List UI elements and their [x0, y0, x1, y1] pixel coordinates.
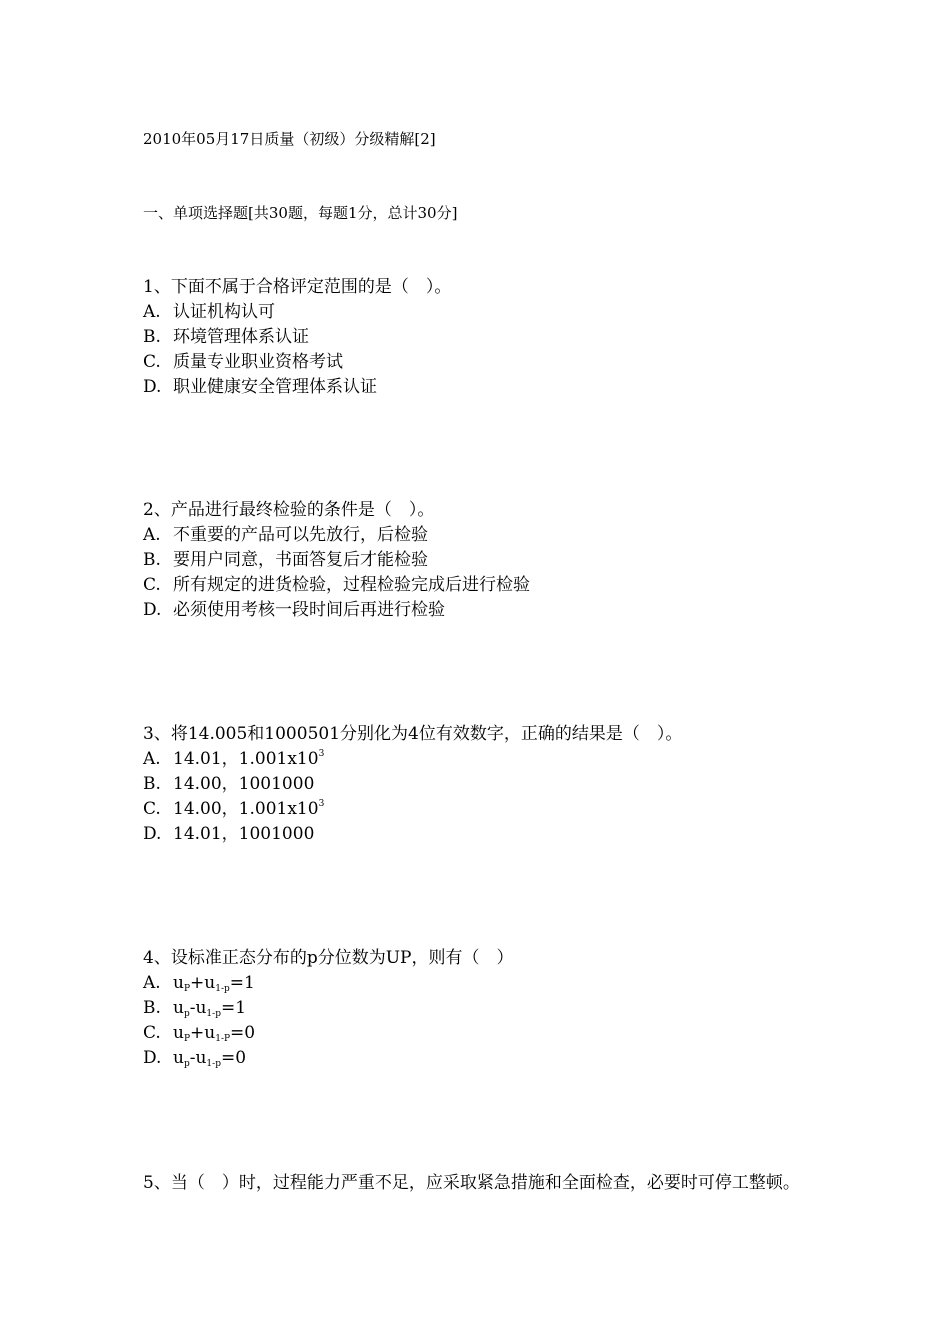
- formula-tail: =0: [230, 1023, 256, 1043]
- option-text: 认证机构认可: [173, 302, 275, 322]
- option-letter: C.: [143, 799, 161, 819]
- formula-sub: 1-p: [215, 984, 230, 994]
- formula-tail: =1: [220, 998, 247, 1018]
- formula-sub: 1-P: [215, 1034, 231, 1044]
- option-a: [143, 523, 823, 548]
- formula-sub: p: [183, 1009, 190, 1019]
- formula-tail: =1: [229, 973, 255, 993]
- option-letter: D.: [143, 600, 162, 620]
- option-text: 要用户同意，书面答复后才能检验: [173, 550, 428, 570]
- option-b: [143, 548, 823, 573]
- option-letter: B.: [143, 998, 161, 1018]
- question-2: [143, 498, 823, 623]
- option-text: 14.01，1.001x10: [173, 749, 319, 769]
- formula-op: -u: [189, 998, 207, 1018]
- formula-sub: p: [183, 1059, 190, 1069]
- option-b: [143, 996, 823, 1021]
- option-letter: A.: [143, 525, 161, 545]
- option-letter: D.: [143, 824, 162, 844]
- option-a: [143, 971, 823, 996]
- option-letter: C.: [143, 575, 161, 595]
- question-stem: 3、将14.005和1000501分别化为4位有效数字，正确的结果是（ ）。: [143, 724, 683, 744]
- option-letter: B.: [143, 327, 161, 347]
- option-d: [143, 375, 823, 400]
- option-letter: D.: [143, 377, 162, 397]
- option-a: [143, 747, 823, 772]
- option-letter: D.: [143, 1048, 162, 1068]
- question-stem: 2、产品进行最终检验的条件是（ ）。: [143, 500, 435, 520]
- formula-var: u: [173, 1048, 184, 1068]
- question-3: [143, 722, 823, 847]
- option-a: [143, 300, 823, 325]
- formula-sub: 1-p: [206, 1059, 221, 1069]
- option-letter: B.: [143, 774, 161, 794]
- question-4: [143, 946, 823, 1071]
- option-d: [143, 1046, 823, 1071]
- question-stem: 4、设标准正态分布的p分位数为UP，则有（ ）: [143, 948, 514, 968]
- question-stem: 5、当（ ）时，过程能力严重不足，应采取紧急措施和全面检查，必要时可停工整顿。: [143, 1173, 800, 1193]
- section-heading: 一、单项选择题[共30题，每题1分，总计30分]: [143, 204, 458, 222]
- formula-op: +u: [190, 973, 216, 993]
- option-text: 14.01，1001000: [173, 824, 315, 844]
- option-letter: A.: [143, 749, 161, 769]
- option-text: 14.00，1001000: [173, 774, 315, 794]
- formula-sub: P: [183, 984, 191, 994]
- formula-op: -u: [189, 1048, 207, 1068]
- option-letter: B.: [143, 550, 161, 570]
- formula-var: u: [173, 973, 184, 993]
- option-c: [143, 573, 823, 598]
- formula-tail: =0: [220, 1048, 247, 1068]
- option-text: 环境管理体系认证: [173, 327, 309, 347]
- option-text: 所有规定的进货检验，过程检验完成后进行检验: [173, 575, 530, 595]
- formula-var: u: [173, 998, 184, 1018]
- formula-op: +u: [190, 1023, 216, 1043]
- option-letter: C.: [143, 352, 161, 372]
- question-1: [143, 275, 823, 400]
- option-d: [143, 822, 823, 847]
- option-text: 必须使用考核一段时间后再进行检验: [173, 600, 445, 620]
- option-text: 质量专业职业资格考试: [173, 352, 343, 372]
- option-letter: A.: [143, 973, 161, 993]
- option-text: 14.00，1.001x10: [173, 799, 319, 819]
- formula-var: u: [173, 1023, 184, 1043]
- option-b: [143, 772, 823, 797]
- option-c: [143, 797, 823, 822]
- option-c: [143, 350, 823, 375]
- exponent: 3: [318, 749, 325, 759]
- option-text: 不重要的产品可以先放行，后检验: [173, 525, 428, 545]
- option-d: [143, 598, 823, 623]
- question-stem: 1、下面不属于合格评定范围的是（ ）。: [143, 277, 452, 297]
- option-letter: C.: [143, 1023, 161, 1043]
- formula-sub: P: [183, 1034, 191, 1044]
- formula-sub: 1-p: [206, 1009, 221, 1019]
- exponent: 3: [318, 799, 325, 809]
- option-b: [143, 325, 823, 350]
- option-letter: A.: [143, 302, 161, 322]
- question-5: [143, 1171, 823, 1196]
- option-text: 职业健康安全管理体系认证: [173, 377, 377, 397]
- option-c: [143, 1021, 823, 1046]
- document-title: 2010年05月17日质量（初级）分级精解[2]: [143, 130, 436, 148]
